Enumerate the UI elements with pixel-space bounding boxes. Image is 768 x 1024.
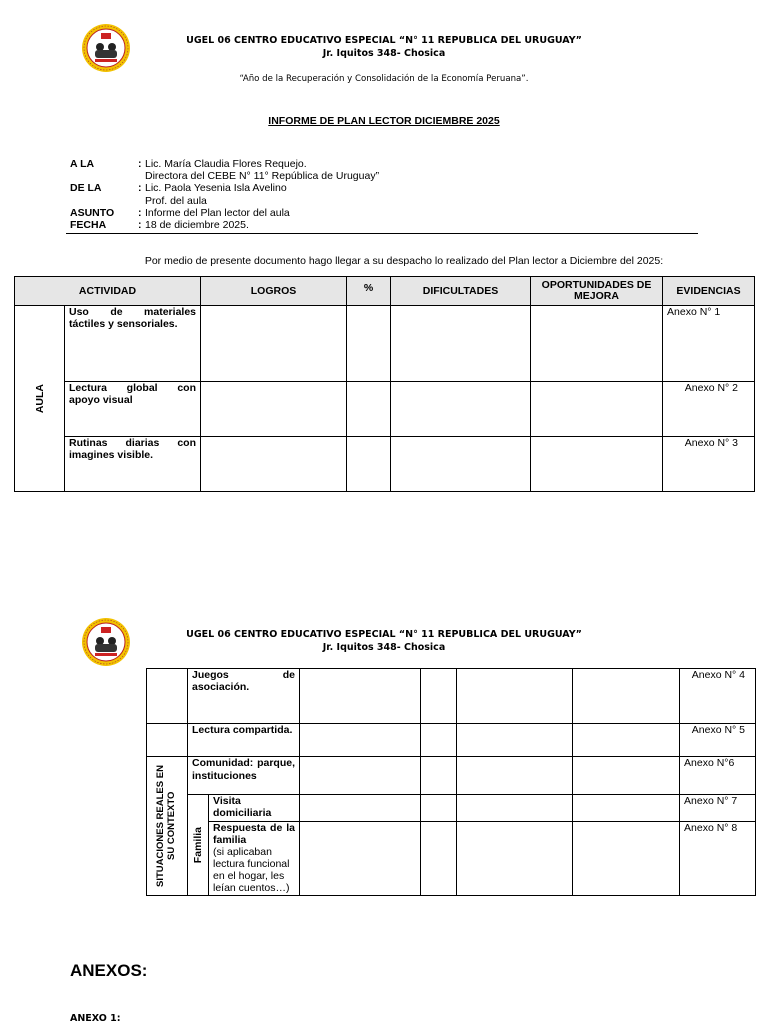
header-divider (66, 233, 698, 234)
col-header-evidencias: EVIDENCIAS (663, 277, 755, 306)
evidence-cell: Anexo N° 7 (680, 795, 756, 822)
group-cell-situaciones (147, 757, 188, 896)
evidence-cell: Anexo N° 4 (680, 669, 756, 724)
evidence-cell: Anexo N° 2 (663, 382, 755, 437)
group-label-situaciones: SITUACIONES REALES EN SU CONTEXTO (155, 765, 177, 887)
col-header-dificultades: DIFICULTADES (391, 277, 531, 306)
col-header-percent: % (347, 277, 391, 306)
evidence-cell: Anexo N°6 (680, 757, 756, 795)
from-value: Lic. Paola Yesenia Isla Avelino (145, 182, 287, 195)
group-cell-aula (15, 306, 65, 492)
table-row (147, 724, 756, 757)
col-header-oportunidades: OPORTUNIDADES DE MEJORA (531, 277, 663, 306)
group-label-familia: Familia (192, 826, 204, 864)
col-header-logros: LOGROS (201, 277, 347, 306)
to-label: A LA (70, 158, 95, 170)
subject-label: ASUNTO (70, 206, 115, 219)
table-row (147, 822, 756, 896)
subject-value: Informe del Plan lector del aula (145, 206, 290, 219)
plan-lector-table (14, 276, 755, 492)
activity-cell: Lectura compartida. (188, 724, 300, 757)
annexes-heading: ANEXOS: (70, 961, 148, 980)
group-cell-familia (188, 795, 209, 896)
evidence-cell: Anexo N° 5 (680, 724, 756, 757)
institution-address: Jr. Iquitos 348- Chosica (322, 642, 446, 653)
table-row (15, 437, 755, 492)
from-label: DE LA (70, 182, 102, 195)
evidence-cell: Anexo N° 3 (663, 437, 755, 492)
intro-paragraph: Por medio de presente documento hago llegar a su despacho lo realizado del Plan lector a Diciembre del 2025: (144, 255, 664, 267)
year-motto: “Año de la Recuperación y Consolidación de la Economía Peruana”. (239, 74, 529, 84)
annex-1-label: ANEXO 1: (70, 1013, 121, 1024)
date-label: FECHA (70, 219, 107, 232)
table-row (147, 669, 756, 724)
to-value: Lic. María Claudia Flores Requejo. (145, 158, 307, 170)
table-row (147, 757, 756, 795)
from-value-2: Prof. del aula (145, 194, 207, 207)
institution-name: UGEL 06 CENTRO EDUCATIVO ESPECIAL “N° 11 REPUBLICA DEL URUGUAY” (186, 35, 582, 46)
activity-cell (209, 822, 300, 896)
to-value-2: Directora del CEBE N° 11° República de Uruguay” (145, 170, 380, 183)
activity-cell: Lectura global con apoyo visual (65, 382, 201, 437)
plan-lector-table-continued (146, 668, 756, 896)
institution-name: UGEL 06 CENTRO EDUCATIVO ESPECIAL “N° 11 REPUBLICA DEL URUGUAY” (186, 629, 582, 640)
group-label-aula: AULA (33, 383, 46, 414)
activity-note: (si aplicaban lectura funcional en el hogar, les leían cuentos…) (213, 846, 290, 894)
activity-cell: Juegos de asociación. (188, 669, 300, 724)
document-title: INFORME DE PLAN LECTOR DICIEMBRE 2025 (268, 115, 500, 127)
col-header-actividad: ACTIVIDAD (15, 277, 201, 306)
evidence-cell: Anexo N° 8 (680, 822, 756, 896)
institution-address: Jr. Iquitos 348- Chosica (322, 48, 446, 59)
evidence-cell: Anexo N° 1 (663, 306, 755, 382)
activity-cell: Visita domiciliaria (209, 795, 300, 822)
activity-cell: Uso de materiales táctiles y sensoriales. (65, 306, 201, 382)
activity-cell: Comunidad: parque, instituciones (188, 757, 300, 795)
activity-cell: Rutinas diarias con imagines visible. (65, 437, 201, 492)
date-value: 18 de diciembre 2025. (145, 219, 249, 232)
memo-header: A LA : Lic. María Claudia Flores Requejo. Directora del CEBE N° 11° República de Uruguay” DE LA : Lic. Paola Yesenia Isla Avelino Prof. del aula ASUNTO : Informe del Plan lector del aula FECHA : 18 de diciembre 2025. (70, 158, 380, 232)
table-row (15, 306, 755, 382)
table-row (15, 382, 755, 437)
activity-title: Respuesta de la familia (213, 822, 296, 846)
table-row (147, 795, 756, 822)
